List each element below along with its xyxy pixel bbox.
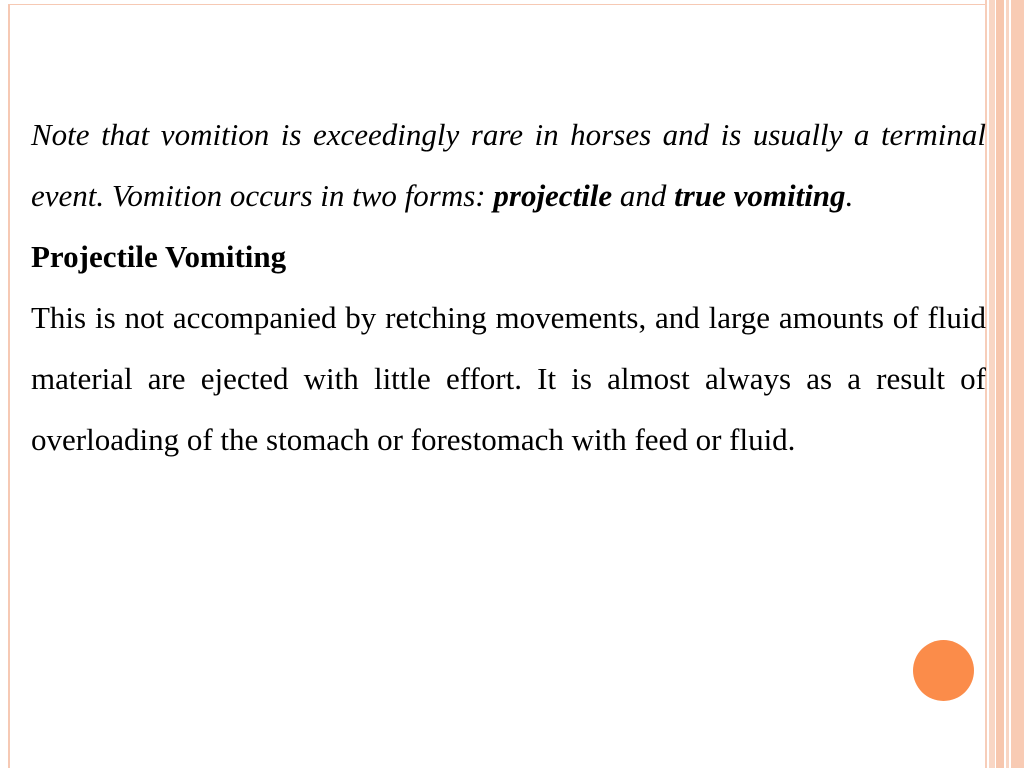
section-heading: Projectile Vomiting xyxy=(31,239,287,274)
decorative-dot xyxy=(913,640,974,701)
intro-text: Note that vomition is exceedingly rare in horses and is usually a terminal event. Vomition occurs in two forms: xyxy=(31,117,986,213)
slide-content xyxy=(31,104,986,470)
term-projectile: projectile xyxy=(493,178,613,213)
intro-conjunction: and xyxy=(612,178,675,213)
slide-frame-left xyxy=(8,4,10,768)
decorative-stripe xyxy=(996,0,1004,768)
intro-period: . xyxy=(845,178,854,213)
intro-paragraph xyxy=(31,104,986,226)
decorative-stripe xyxy=(989,0,995,768)
body-paragraph: This is not accompanied by retching movements, and large amounts of fluid material are ejected with little effort. It is almost always as a result of overloading of the stomach or forestomach with feed or fluid. xyxy=(31,300,986,457)
slide-frame-top xyxy=(8,4,985,5)
term-true-vomiting: true vomiting xyxy=(674,178,846,213)
decorative-stripe xyxy=(1006,0,1009,768)
decorative-stripe xyxy=(1011,0,1024,768)
